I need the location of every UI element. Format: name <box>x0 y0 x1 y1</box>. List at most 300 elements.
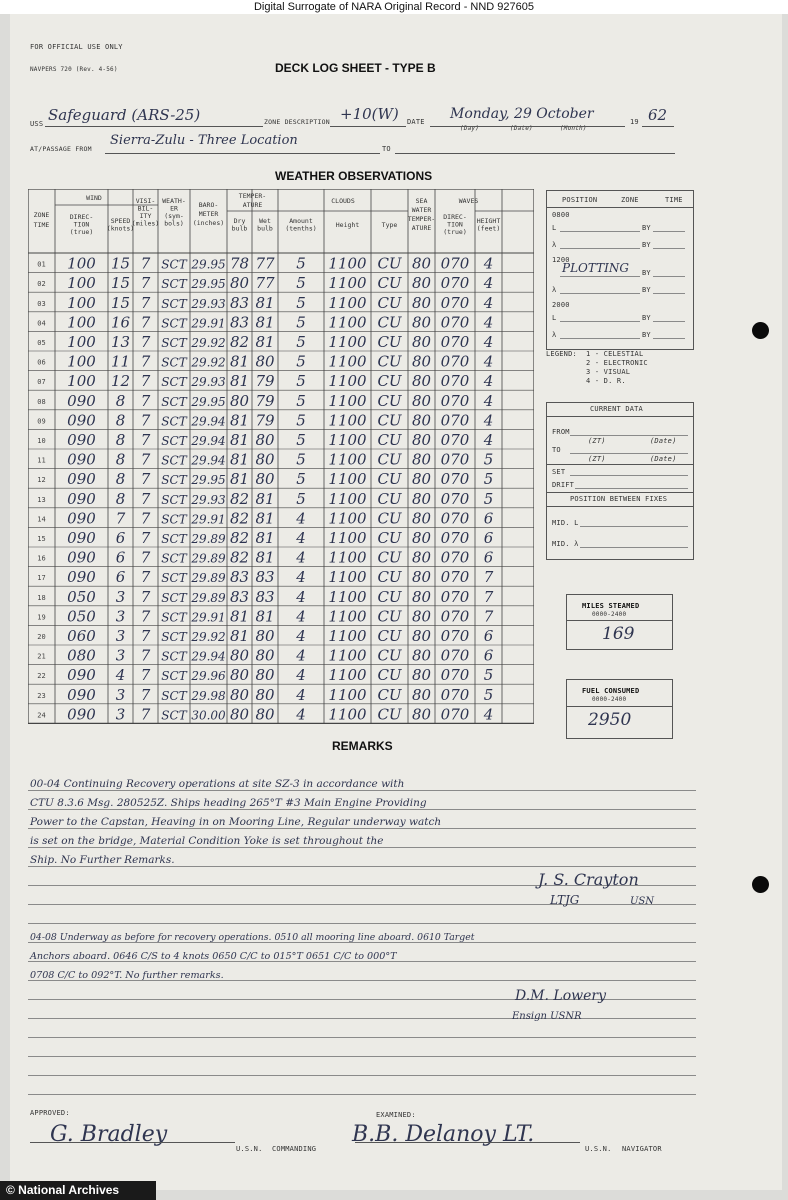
legend-item: 1 - CELESTIAL <box>586 350 644 358</box>
wave-height: 5 <box>483 489 494 508</box>
wave-direction: 070 <box>440 587 470 606</box>
cloud-height: 1100 <box>328 274 367 293</box>
wind-speed: 3 <box>115 646 126 665</box>
visibility: 7 <box>140 293 151 312</box>
remark-rule <box>28 828 696 829</box>
weather-symbol: SCT <box>161 375 187 390</box>
cloud-amount: 5 <box>296 431 306 449</box>
location-value: Sierra-Zulu - Three Location <box>110 133 298 148</box>
cloud-amount: 4 <box>296 607 306 626</box>
barometer: 29.89 <box>191 551 226 566</box>
remark-rule <box>28 866 696 867</box>
visibility: 7 <box>140 352 151 371</box>
remark-rule <box>28 790 696 791</box>
wave-height: 4 <box>483 313 494 332</box>
wind-speed: 8 <box>115 391 126 410</box>
sea-temperature: 80 <box>411 411 432 430</box>
visibility-header: BIL- <box>137 204 154 213</box>
barometer: 29.89 <box>191 590 226 605</box>
wet-bulb: 83 <box>255 568 275 587</box>
wave-direction: 070 <box>440 666 470 685</box>
barometer: 29.92 <box>191 336 226 350</box>
wave-direction: 070 <box>440 293 470 312</box>
uss-label: USS <box>30 120 44 128</box>
cloud-amount: 4 <box>296 529 306 547</box>
visibility: 7 <box>140 470 151 489</box>
sea-temperature: 80 <box>411 431 432 449</box>
cloud-type: CU <box>377 685 402 704</box>
cloud-type: CU <box>377 411 402 430</box>
wave-height: 4 <box>483 274 494 293</box>
wind-speed: 6 <box>115 548 126 567</box>
wave-height: 4 <box>483 254 494 273</box>
row-time: 23 <box>37 691 46 700</box>
visibility: 7 <box>140 372 151 391</box>
wet-bulb: 81 <box>255 333 275 351</box>
miles-value: 169 <box>602 624 635 644</box>
weather-symbol: SCT <box>161 414 187 429</box>
sea-temperature: 80 <box>411 352 432 371</box>
weather-symbol: SCT <box>161 394 187 409</box>
cloud-height: 1100 <box>328 352 367 371</box>
cloud-type: CU <box>377 646 402 665</box>
wet-bulb: 80 <box>255 627 275 645</box>
dry-bulb: 81 <box>229 607 250 626</box>
weather-symbol: SCT <box>161 277 187 292</box>
cloud-height: 1100 <box>328 489 367 508</box>
row-time: 24 <box>37 711 46 720</box>
wind-speed: 13 <box>110 333 131 351</box>
cloud-amount: 4 <box>296 705 306 724</box>
wave-height: 4 <box>483 293 494 312</box>
legend-item: 2 - ELECTRONIC <box>586 359 648 367</box>
date-caption: (Date) <box>510 125 533 132</box>
cloud-height: 1100 <box>328 411 367 430</box>
wave-direction: 070 <box>440 411 470 430</box>
wind-direction: 100 <box>67 293 96 312</box>
visibility-header: VISI- <box>135 197 156 205</box>
wave-height: 4 <box>483 411 494 430</box>
cloud-height: 1100 <box>328 627 367 645</box>
barometer: 30.00 <box>191 708 226 723</box>
signature-watch2: D.M. Lowery <box>515 988 607 1004</box>
time-col: TIME <box>665 196 683 204</box>
cloud-amount-header: (tenths) <box>285 224 317 233</box>
row-time: 15 <box>37 535 46 543</box>
cloud-height: 1100 <box>328 685 367 704</box>
cloud-type: CU <box>377 293 402 312</box>
barometer: 29.98 <box>191 688 226 703</box>
row-time: 11 <box>37 456 46 465</box>
cloud-height: 1100 <box>328 254 367 273</box>
cloud-type: CU <box>377 627 402 645</box>
from-label: FROM <box>552 428 570 436</box>
row-time: 12 <box>37 476 46 485</box>
visibility: 7 <box>140 313 151 332</box>
row-time: 08 <box>37 397 46 406</box>
barometer: 29.92 <box>191 630 226 644</box>
sea-temperature: 80 <box>411 685 432 704</box>
row-time: 13 <box>37 495 46 504</box>
cloud-type: CU <box>377 313 402 332</box>
visibility: 7 <box>140 391 151 410</box>
wave-height: 4 <box>483 705 494 724</box>
sea-temperature: 80 <box>411 489 432 508</box>
cloud-amount: 5 <box>296 411 306 430</box>
row-time: 05 <box>37 339 46 347</box>
wind-direction: 100 <box>67 372 96 391</box>
dry-bulb-header: Dry <box>233 217 246 225</box>
visibility: 7 <box>140 548 151 567</box>
visibility: 7 <box>140 685 151 704</box>
temperature-header: TEMPER- <box>238 192 267 200</box>
weather-symbol: SCT <box>161 708 187 723</box>
cloud-height: 1100 <box>328 431 367 449</box>
cloud-type: CU <box>377 274 402 293</box>
legend-title: LEGEND: <box>546 350 577 358</box>
wave-height: 7 <box>483 587 494 606</box>
waves-header: WAVES <box>458 197 479 205</box>
sea-temperature: 80 <box>411 274 432 293</box>
date-value: Monday, 29 October <box>450 106 594 122</box>
visibility-header: ITY <box>139 212 152 220</box>
wave-direction: 070 <box>440 254 470 273</box>
cloud-type: CU <box>377 470 402 489</box>
remark-rule <box>28 904 696 905</box>
cloud-amount: 4 <box>296 646 306 665</box>
wave-direction: 070 <box>440 313 470 332</box>
weather-header: ER <box>170 204 178 213</box>
wind-direction: 090 <box>67 470 96 489</box>
barometer: 29.89 <box>191 532 226 546</box>
cloud-amount: 5 <box>296 372 306 391</box>
miles-range: 0000-2400 <box>592 611 627 618</box>
remark-line: 04-08 Underway as before for recovery operations. 0510 all mooring line aboard. 0610 Target <box>30 932 475 943</box>
wind-direction: 080 <box>67 646 96 665</box>
wind-speed: 6 <box>115 568 126 587</box>
cloud-amount: 4 <box>296 568 306 587</box>
wind-header: WIND <box>86 194 102 202</box>
cloud-amount: 4 <box>296 627 306 645</box>
cloud-type: CU <box>377 333 402 351</box>
wind-speed: 8 <box>115 470 126 489</box>
barometer: 29.95 <box>191 473 226 488</box>
weather-header: (sym- <box>164 212 184 220</box>
sea-temperature: 80 <box>411 293 432 312</box>
cloud-type: CU <box>377 450 402 469</box>
dry-bulb: 80 <box>229 685 250 704</box>
wave-direction: 070 <box>440 529 470 547</box>
wet-bulb: 77 <box>255 254 275 273</box>
wind-speed: 3 <box>115 587 126 606</box>
lambda-2000: λ <box>552 331 557 339</box>
weather-symbol: SCT <box>161 336 187 350</box>
dry-bulb: 81 <box>229 411 250 430</box>
fuel-value: 2950 <box>588 710 632 730</box>
sea-temperature: 80 <box>411 646 432 665</box>
l-2000: L <box>552 314 557 322</box>
weather-symbol: SCT <box>161 492 187 507</box>
sea-temperature: 80 <box>411 450 432 469</box>
wind-speed: 4 <box>115 666 126 685</box>
remark-rule <box>28 923 696 924</box>
wave-direction: 070 <box>440 685 470 704</box>
dry-bulb: 83 <box>229 313 250 332</box>
row-time: 10 <box>37 437 46 445</box>
wind-direction: 090 <box>67 431 96 449</box>
remark-rule <box>28 1075 696 1076</box>
wave-height: 4 <box>483 333 494 351</box>
dry-bulb: 82 <box>229 333 250 351</box>
cloud-height: 1100 <box>328 607 367 626</box>
year-value: 62 <box>648 106 668 124</box>
to-label-current: TO <box>552 446 561 454</box>
cloud-height: 1100 <box>328 548 367 567</box>
wet-bulb: 80 <box>255 450 275 469</box>
remark-rule <box>28 1094 696 1095</box>
weather-symbol: SCT <box>161 453 187 468</box>
temperature-header: ATURE <box>242 201 263 209</box>
by-2000-lambda: BY <box>642 331 651 339</box>
cloud-height: 1100 <box>328 333 367 351</box>
visibility: 7 <box>140 666 151 685</box>
wet-bulb: 81 <box>255 509 275 528</box>
wave-height: 7 <box>483 568 494 587</box>
visibility: 7 <box>140 254 151 273</box>
visibility: 7 <box>140 607 151 626</box>
dry-bulb: 83 <box>229 293 250 312</box>
cloud-amount: 5 <box>296 450 306 469</box>
cloud-amount: 4 <box>296 548 306 567</box>
wave-height: 4 <box>483 431 494 449</box>
drift-label: DRIFT <box>552 481 575 489</box>
examined-signature: B.B. Delanoy LT. <box>352 1122 535 1147</box>
dry-bulb: 82 <box>229 548 250 567</box>
visibility: 7 <box>140 627 151 645</box>
from-date: (Date) <box>650 437 677 445</box>
zone-time-header: ZONE <box>33 211 50 219</box>
wind-direction: 100 <box>67 274 96 293</box>
current-title: CURRENT DATA <box>590 405 643 413</box>
cloud-amount: 4 <box>296 685 306 704</box>
wave-direction: 070 <box>440 489 470 508</box>
remark-line: CTU 8.3.6 Msg. 280525Z. Ships heading 265°T #3 Main Engine Providing <box>30 797 427 809</box>
approved-signature: G. Bradley <box>50 1122 168 1147</box>
to-zt: (ZT) <box>588 455 606 463</box>
sea-temp-header: WATER <box>411 206 432 214</box>
time-0800: 0800 <box>552 211 570 219</box>
cloud-amount: 5 <box>296 489 306 508</box>
wave-height: 4 <box>483 372 494 391</box>
wave-height-header: (feet) <box>476 224 501 233</box>
weather-symbol: SCT <box>161 473 187 488</box>
dry-bulb: 81 <box>229 627 250 645</box>
cloud-type: CU <box>377 607 402 626</box>
sea-temperature: 80 <box>411 254 432 273</box>
dry-bulb: 81 <box>229 431 250 449</box>
zone-label: ZONE DESCRIPTION <box>264 118 330 126</box>
cloud-type: CU <box>377 666 402 685</box>
cloud-height: 1100 <box>328 587 367 606</box>
signature-rank2: Ensign USNR <box>512 1011 582 1022</box>
wet-bulb: 77 <box>255 274 275 293</box>
wind-direction: 090 <box>67 548 96 567</box>
barometer-header: METER <box>198 210 219 218</box>
remark-line: is set on the bridge, Material Condition Yoke is set throughout the <box>30 835 384 847</box>
barometer: 29.89 <box>191 571 226 586</box>
sea-temp-header: TEMPER- <box>407 215 436 223</box>
wave-height: 4 <box>483 391 494 410</box>
wind-speed: 7 <box>115 509 126 528</box>
dry-bulb: 81 <box>229 352 250 371</box>
wet-bulb: 80 <box>255 666 275 685</box>
to-label: TO <box>382 145 391 153</box>
sea-temperature: 80 <box>411 568 432 587</box>
wave-height: 5 <box>483 450 494 469</box>
remark-rule <box>28 1037 696 1038</box>
wind-speed: 6 <box>115 529 126 547</box>
wave-height: 7 <box>483 607 494 626</box>
cloud-height: 1100 <box>328 666 367 685</box>
cloud-type: CU <box>377 529 402 547</box>
wave-direction: 070 <box>440 431 470 449</box>
wet-bulb: 80 <box>255 470 275 489</box>
by-0800-l: BY <box>642 224 651 232</box>
wind-speed: 8 <box>115 489 126 508</box>
visibility: 7 <box>140 509 151 528</box>
wet-bulb: 80 <box>255 352 275 371</box>
wet-bulb: 80 <box>255 646 275 665</box>
wet-bulb: 81 <box>255 313 275 332</box>
examined-label: EXAMINED: <box>376 1111 416 1119</box>
usn-label: U.S.N. <box>236 1145 263 1153</box>
visibility: 7 <box>140 587 151 606</box>
wet-bulb: 81 <box>255 489 275 508</box>
position-col: POSITION <box>562 196 598 204</box>
wave-height: 5 <box>483 666 494 685</box>
wind-direction: 060 <box>67 627 96 645</box>
visibility: 7 <box>140 274 151 293</box>
sea-temperature: 80 <box>411 705 432 724</box>
barometer: 29.91 <box>191 610 226 625</box>
barometer: 29.94 <box>191 434 226 448</box>
wind-direction-header: (true) <box>69 228 94 236</box>
wet-bulb: 80 <box>255 431 275 449</box>
dry-bulb: 78 <box>229 254 250 273</box>
wave-direction: 070 <box>440 391 470 410</box>
wind-direction: 100 <box>67 352 96 371</box>
by-1200-lambda: BY <box>642 286 651 294</box>
approved-label: APPROVED: <box>30 1109 70 1117</box>
wind-direction: 050 <box>67 587 96 606</box>
month-caption: (Month) <box>560 125 587 132</box>
barometer: 29.95 <box>191 257 226 272</box>
cloud-height: 1100 <box>328 529 367 547</box>
dry-bulb: 81 <box>229 470 250 489</box>
weather-symbol: SCT <box>161 257 187 272</box>
dry-bulb: 80 <box>229 274 250 293</box>
sea-temperature: 80 <box>411 470 432 489</box>
mid-l-label: MID. L <box>552 519 579 527</box>
remarks-title: REMARKS <box>332 739 393 753</box>
wind-speed: 3 <box>115 705 126 724</box>
wave-height: 5 <box>483 685 494 704</box>
wave-height: 6 <box>483 509 494 528</box>
archive-banner: Digital Surrogate of NARA Original Record - NND 927605 <box>0 0 788 14</box>
cloud-type: CU <box>377 391 402 410</box>
cloud-type: CU <box>377 372 402 391</box>
lambda-1200: λ <box>552 286 557 294</box>
weather-symbol: SCT <box>161 610 187 625</box>
remark-rule <box>28 809 696 810</box>
cloud-type: CU <box>377 705 402 724</box>
wave-direction: 070 <box>440 352 470 371</box>
wind-speed: 15 <box>110 254 131 273</box>
cloud-amount: 5 <box>296 352 306 371</box>
cloud-height: 1100 <box>328 568 367 587</box>
cloud-type: CU <box>377 568 402 587</box>
wave-direction: 070 <box>440 705 470 724</box>
barometer-header: (inches) <box>192 219 225 227</box>
wave-direction: 070 <box>440 568 470 587</box>
sea-temperature: 80 <box>411 627 432 645</box>
zone-value: +10(W) <box>340 105 399 123</box>
sea-temperature: 80 <box>411 666 432 685</box>
cloud-amount: 5 <box>296 470 306 489</box>
dry-bulb: 82 <box>229 489 250 508</box>
cloud-amount: 4 <box>296 509 306 528</box>
dry-bulb: 81 <box>229 372 250 391</box>
remark-rule <box>28 847 696 848</box>
barometer: 29.93 <box>191 296 226 311</box>
remark-line: Power to the Capstan, Heaving in on Mooring Line, Regular underway watch <box>30 816 442 828</box>
wind-direction: 090 <box>67 529 96 547</box>
ship-name: Safeguard (ARS-25) <box>48 106 201 124</box>
navigator-label: NAVIGATOR <box>622 1145 662 1153</box>
wind-direction: 090 <box>67 705 96 724</box>
visibility-header: (miles) <box>131 219 160 228</box>
wind-direction: 090 <box>67 666 96 685</box>
wind-direction: 090 <box>67 489 96 508</box>
wind-direction: 100 <box>67 313 96 332</box>
row-time: 07 <box>37 378 46 387</box>
year-prefix: 19 <box>630 118 639 126</box>
plotting-note: PLOTTING <box>562 261 629 275</box>
wind-speed: 3 <box>115 685 126 704</box>
cloud-height: 1100 <box>328 293 367 312</box>
cloud-height: 1100 <box>328 646 367 665</box>
wave-height: 6 <box>483 627 494 645</box>
row-time: 03 <box>37 299 46 308</box>
wave-direction-header: DIREC- <box>443 213 467 221</box>
dry-bulb-header: bulb <box>231 224 248 233</box>
sea-temperature: 80 <box>411 372 432 391</box>
set-label: SET <box>552 468 566 476</box>
sea-temperature: 80 <box>411 607 432 626</box>
wind-direction-header: TION <box>73 220 90 229</box>
barometer: 29.94 <box>191 649 226 664</box>
row-time: 19 <box>37 613 46 622</box>
wind-speed: 11 <box>110 352 131 371</box>
visibility: 7 <box>140 705 151 724</box>
barometer: 29.95 <box>191 277 226 292</box>
row-time: 06 <box>37 358 46 367</box>
between-fixes-title: POSITION BETWEEN FIXES <box>570 495 668 503</box>
cloud-type: CU <box>377 431 402 449</box>
to-date: (Date) <box>650 455 677 463</box>
legend-item: 4 - D. R. <box>586 377 626 385</box>
wet-bulb: 83 <box>255 587 275 606</box>
